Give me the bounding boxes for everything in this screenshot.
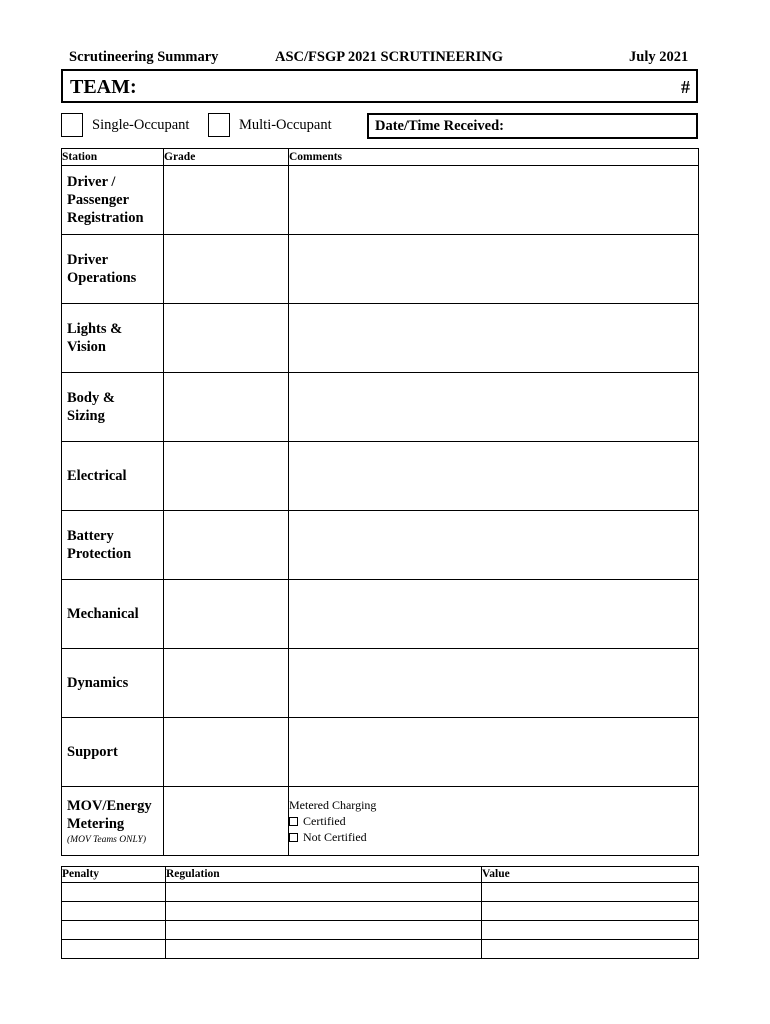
regulation-column-header: Regulation	[166, 867, 482, 883]
station-name	[62, 649, 164, 718]
not-certified-option[interactable]	[289, 829, 698, 845]
station-row	[62, 511, 699, 580]
form-date: July 2021	[629, 49, 689, 65]
value-cell[interactable]	[482, 902, 699, 921]
comments-cell[interactable]	[289, 373, 699, 442]
comments-cell[interactable]	[289, 580, 699, 649]
penalty-column-header: Penalty	[62, 867, 166, 883]
metered-charging-cell[interactable]	[289, 787, 699, 856]
station-name	[62, 718, 164, 787]
team-field[interactable]	[61, 69, 698, 103]
stations-table	[61, 148, 699, 856]
station-name	[62, 442, 164, 511]
station-name-line: MOV/Energy	[67, 797, 152, 814]
grade-cell[interactable]	[164, 304, 289, 373]
team-label: TEAM:	[70, 76, 137, 98]
team-number-label: #	[681, 77, 690, 97]
grade-cell[interactable]	[164, 649, 289, 718]
penalty-cell[interactable]	[62, 883, 166, 902]
station-name-line: Protection	[67, 546, 132, 562]
station-name	[62, 511, 164, 580]
station-name-line: Registration	[67, 210, 144, 226]
comments-cell[interactable]	[289, 304, 699, 373]
value-cell[interactable]	[482, 921, 699, 940]
stations-header-row	[62, 149, 699, 166]
station-name-line: Passenger	[67, 192, 130, 208]
penalty-row	[62, 902, 699, 921]
option-label: Not Certified	[303, 830, 367, 844]
comments-column-header: Comments	[289, 149, 699, 166]
station-row	[62, 166, 699, 235]
regulation-cell[interactable]	[166, 883, 482, 902]
mov-energy-row	[62, 787, 699, 856]
grade-cell[interactable]	[164, 580, 289, 649]
station-name-line: Body &	[67, 390, 115, 406]
grade-column-header: Grade	[164, 149, 289, 166]
penalty-row	[62, 921, 699, 940]
event-title: ASC/FSGP 2021 SCRUTINEERING	[275, 49, 504, 65]
penalty-table	[61, 866, 699, 959]
comments-cell[interactable]	[289, 649, 699, 718]
grade-cell[interactable]	[164, 787, 289, 856]
value-column-header: Value	[482, 867, 699, 883]
date-time-received-field[interactable]	[367, 113, 698, 139]
single-occupant-label: Single-Occupant	[92, 117, 190, 133]
penalty-cell[interactable]	[62, 921, 166, 940]
station-name-line: Support	[67, 744, 118, 760]
station-name	[62, 304, 164, 373]
station-column-header: Station	[62, 149, 164, 166]
station-row	[62, 304, 699, 373]
station-name	[62, 787, 164, 856]
single-occupant-checkbox[interactable]	[61, 113, 83, 137]
station-name-line: Operations	[67, 270, 137, 286]
regulation-cell[interactable]	[166, 902, 482, 921]
station-row	[62, 373, 699, 442]
multi-occupant-checkbox[interactable]	[208, 113, 230, 137]
certified-checkbox[interactable]	[289, 817, 298, 826]
grade-cell[interactable]	[164, 442, 289, 511]
comments-cell[interactable]	[289, 718, 699, 787]
station-row	[62, 442, 699, 511]
station-row	[62, 718, 699, 787]
regulation-cell[interactable]	[166, 921, 482, 940]
station-name-line: Mechanical	[67, 606, 139, 622]
grade-cell[interactable]	[164, 718, 289, 787]
station-name-line: Dynamics	[67, 675, 129, 691]
station-name	[62, 235, 164, 304]
grade-cell[interactable]	[164, 511, 289, 580]
penalty-header-row	[62, 867, 699, 883]
value-cell[interactable]	[482, 883, 699, 902]
penalty-row	[62, 883, 699, 902]
multi-occupant-label: Multi-Occupant	[239, 117, 332, 133]
regulation-cell[interactable]	[166, 940, 482, 959]
station-row	[62, 235, 699, 304]
value-cell[interactable]	[482, 940, 699, 959]
metered-charging-title: Metered Charging	[289, 798, 377, 812]
station-name-line: Vision	[67, 339, 106, 355]
penalty-cell[interactable]	[62, 902, 166, 921]
not-certified-checkbox[interactable]	[289, 833, 298, 842]
station-name-line: Lights &	[67, 321, 123, 337]
comments-cell[interactable]	[289, 511, 699, 580]
comments-cell[interactable]	[289, 166, 699, 235]
station-name-line: Battery	[67, 528, 114, 544]
station-name	[62, 373, 164, 442]
station-name	[62, 166, 164, 235]
grade-cell[interactable]	[164, 166, 289, 235]
form-title: Scrutineering Summary	[69, 49, 219, 65]
grade-cell[interactable]	[164, 235, 289, 304]
station-name	[62, 580, 164, 649]
option-label: Certified	[303, 814, 346, 828]
comments-cell[interactable]	[289, 235, 699, 304]
comments-cell[interactable]	[289, 442, 699, 511]
station-row	[62, 649, 699, 718]
grade-cell[interactable]	[164, 373, 289, 442]
penalty-cell[interactable]	[62, 940, 166, 959]
certified-option[interactable]	[289, 813, 698, 829]
station-name-line: Driver	[67, 252, 109, 268]
station-name-line: Driver /	[67, 174, 116, 190]
penalty-row	[62, 940, 699, 959]
station-name-line: Electrical	[67, 468, 127, 484]
date-time-received-label: Date/Time Received:	[375, 118, 504, 134]
station-name-line: Sizing	[67, 408, 105, 424]
station-name-line: Metering	[67, 815, 125, 832]
mov-note: (MOV Teams ONLY)	[67, 834, 146, 845]
station-row	[62, 580, 699, 649]
